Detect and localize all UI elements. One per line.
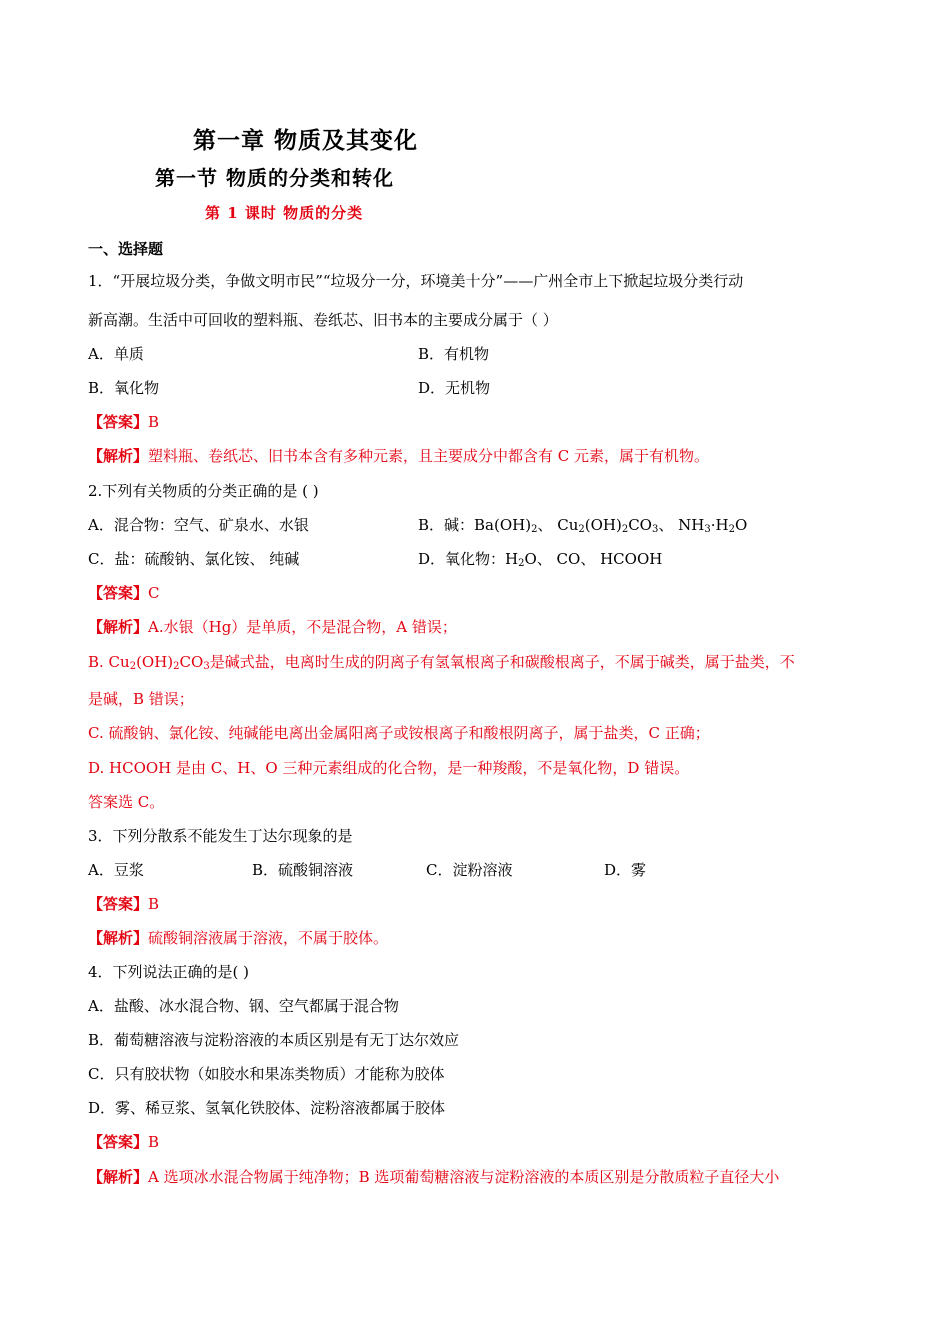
q3-option-a: A．豆浆 [88, 861, 144, 879]
question-type-heading: 一、选择题 [88, 240, 164, 258]
q4-option-a: A．盐酸、冰水混合物、钢、空气都属于混合物 [88, 997, 399, 1015]
q2-stem: 2.下列有关物质的分类正确的是 ( ) [88, 482, 319, 500]
q1-option-c: B．氧化物 [88, 379, 160, 397]
q2-final-answer: 答案选 C。 [88, 793, 165, 811]
q1-stem-line2: 新高潮。生活中可回收的塑料瓶、卷纸芯、旧书本的主要成分属于（ ） [88, 311, 558, 329]
q2-analysis-c: C. 硫酸钠、氯化铵、纯碱能电离出金属阳离子或铵根离子和酸根阴离子，属于盐类，C 正确； [88, 724, 710, 742]
q2-analysis-d: D. HCOOH 是由 C、H、O 三种元素组成的化合物，是一种羧酸，不是氧化物，D 错误。 [88, 759, 690, 777]
q1-analysis: 【解析】塑料瓶、卷纸芯、旧书本含有多种元素，且主要成分中都含有 C 元素，属于有机物。 [88, 447, 710, 465]
q2-option-c: C．盐：硫酸钠、氯化铵、 纯碱 [88, 550, 300, 568]
q3-stem: 3．下列分散系不能发生丁达尔现象的是 [88, 827, 353, 845]
q4-stem: 4．下列说法正确的是( ) [88, 963, 250, 981]
q2-option-b: B．碱：$Ba(OH)_2$、 $Cu_2(OH)_2CO_3$、 $NH_3\cdot H_2O$ [418, 516, 748, 535]
q2-analysis-b-line2: 是碱，B 错误； [88, 690, 194, 708]
q3-option-b: B．硫酸铜溶液 [252, 861, 354, 879]
q2-option-d: D．氧化物：$H_2O$、 CO、 HCOOH [418, 550, 663, 569]
q4-analysis: 【解析】A 选项冰水混合物属于纯净物；B 选项葡萄糖溶液与淀粉溶液的本质区别是分散质粒子直径大小 [88, 1168, 780, 1186]
q1-option-b: B．有机物 [418, 345, 490, 363]
q1-option-d: D．无机物 [418, 379, 491, 397]
q2-analysis-a: 【解析】A.水银（Hg）是单质，不是混合物，A 错误； [88, 618, 457, 636]
q1-option-a: A．单质 [88, 345, 144, 363]
q3-analysis: 【解析】硫酸铜溶液属于溶液，不属于胶体。 [88, 929, 389, 947]
q4-option-b: B．葡萄糖溶液与淀粉溶液的本质区别是有无丁达尔效应 [88, 1031, 460, 1049]
q3-option-d: D．雾 [604, 861, 647, 879]
chapter-title: 第一章 物质及其变化 [193, 127, 419, 154]
q4-answer: 【答案】B [88, 1133, 160, 1151]
q4-option-d: D．雾、稀豆浆、氢氧化铁胶体、淀粉溶液都属于胶体 [88, 1099, 446, 1117]
lesson-title: 第 1 课时 物质的分类 [205, 204, 364, 222]
q2-option-a: A．混合物：空气、矿泉水、水银 [88, 516, 309, 534]
q1-answer: 【答案】B [88, 413, 160, 431]
q3-option-c: C．淀粉溶液 [426, 861, 513, 879]
section-title: 第一节 物质的分类和转化 [155, 166, 394, 190]
q4-option-c: C．只有胶状物（如胶水和果冻类物质）才能称为胶体 [88, 1065, 445, 1083]
q1-stem-line1: 1．“开展垃圾分类，争做文明市民”“垃圾分一分，环境美十分”——广州全市上下掀起垃圾分类行动 [88, 272, 744, 290]
q2-answer: 【答案】C [88, 584, 160, 602]
q3-answer: 【答案】B [88, 895, 160, 913]
q2-analysis-b: B. $Cu_2(OH)_2CO_3$是碱式盐，电离时生成的阴离子有氢氧根离子和碳酸根离子，不属于碱类，属于盐类，不 [88, 653, 795, 672]
